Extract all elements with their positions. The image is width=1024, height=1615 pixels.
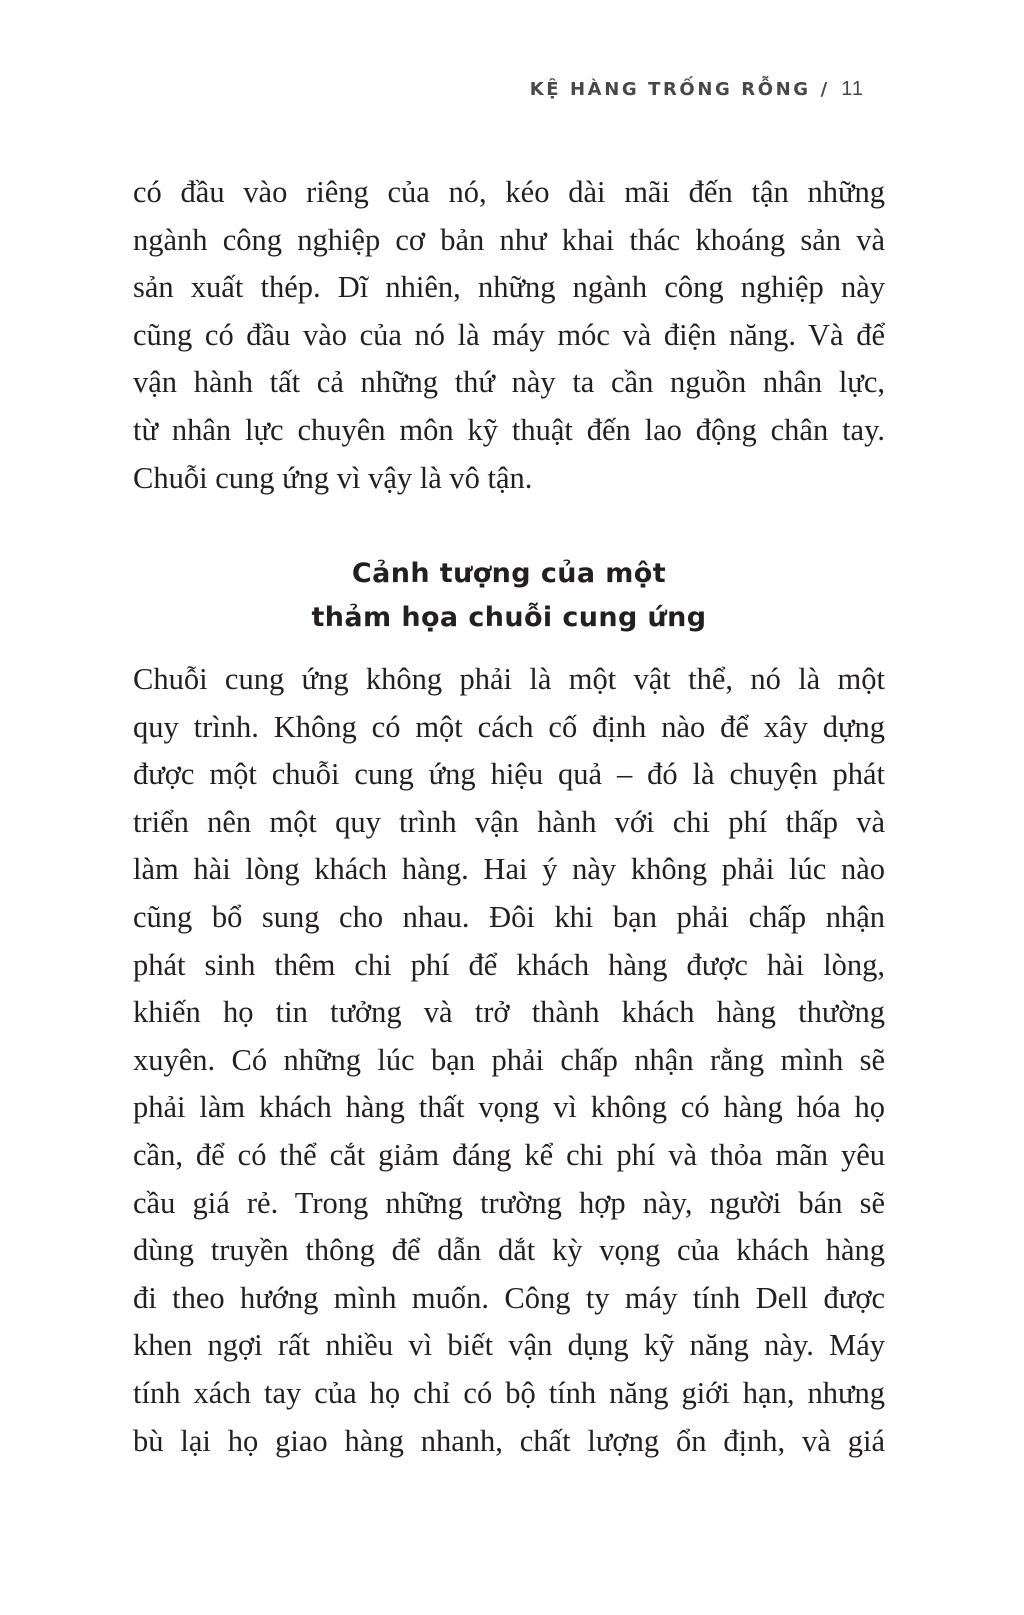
text-line: Chuỗi cung ứng vì vậy là vô tận.	[133, 460, 533, 495]
text-line: sản xuất thép. Dĩ nhiên, những ngành công nghiệp này	[133, 270, 885, 305]
running-title: KỆ HÀNG TRỐNG RỖNG	[529, 79, 811, 100]
text-line: phát sinh thêm chi phí để khách hàng được hài lòng,	[133, 947, 885, 982]
text-line: dùng truyền thông để dẫn dắt kỳ vọng của khách hàng	[133, 1233, 885, 1268]
text-line: quy trình. Không có một cách cố định nào để xây dựng	[133, 709, 885, 744]
text-line: khen ngợi rất nhiều vì biết vận dụng kỹ năng này. Máy	[133, 1328, 885, 1363]
text-line: cũng có đầu vào của nó là máy móc và điện năng. Và để	[133, 317, 885, 352]
text-line: được một chuỗi cung ứng hiệu quả – đó là chuyện phát	[133, 757, 885, 792]
header-separator: /	[820, 79, 828, 100]
text-line: làm hài lòng khách hàng. Hai ý này không phải lúc nào	[133, 852, 885, 887]
text-line: từ nhân lực chuyên môn kỹ thuật đến lao động chân tay.	[133, 412, 885, 447]
text-line: cũng bổ sung cho nhau. Đôi khi bạn phải chấp nhận	[133, 899, 885, 934]
text-line: bù lại họ giao hàng nhanh, chất lượng ổn định, và giá	[133, 1423, 885, 1458]
section-heading	[133, 552, 885, 640]
text-line: vận hành tất cả những thứ này ta cần nguồn nhân lực,	[133, 365, 885, 400]
text-line: triển nên một quy trình vận hành với chi phí thấp và	[133, 804, 885, 839]
running-header	[530, 78, 864, 101]
text-line: khiến họ tin tưởng và trở thành khách hàng thường	[133, 995, 885, 1030]
text-line: Chuỗi cung ứng không phải là một vật thể, nó là một	[133, 662, 885, 696]
page-number: 11	[841, 78, 864, 100]
text-line: tính xách tay của họ chỉ có bộ tính năng giới hạn, nhưng	[133, 1375, 885, 1410]
section-heading-line-2: thảm họa chuỗi cung ứng	[311, 602, 707, 633]
section-heading-line-1: Cảnh tượng của một	[351, 558, 667, 589]
paragraph-2	[133, 656, 885, 1465]
text-line: cầu giá rẻ. Trong những trường hợp này, người bán sẽ	[133, 1185, 885, 1220]
text-line: đi theo hướng mình muốn. Công ty máy tính Dell được	[133, 1280, 885, 1315]
paragraph-1	[133, 169, 885, 502]
text-line: cần, để có thể cắt giảm đáng kể chi phí và thỏa mãn yêu	[133, 1137, 885, 1172]
text-line: phải làm khách hàng thất vọng vì không có hàng hóa họ	[133, 1090, 885, 1125]
text-line: ngành công nghiệp cơ bản như khai thác khoáng sản và	[133, 222, 885, 257]
text-line: xuyên. Có những lúc bạn phải chấp nhận rằng mình sẽ	[133, 1042, 885, 1077]
text-line: có đầu vào riêng của nó, kéo dài mãi đến tận những	[133, 175, 885, 209]
